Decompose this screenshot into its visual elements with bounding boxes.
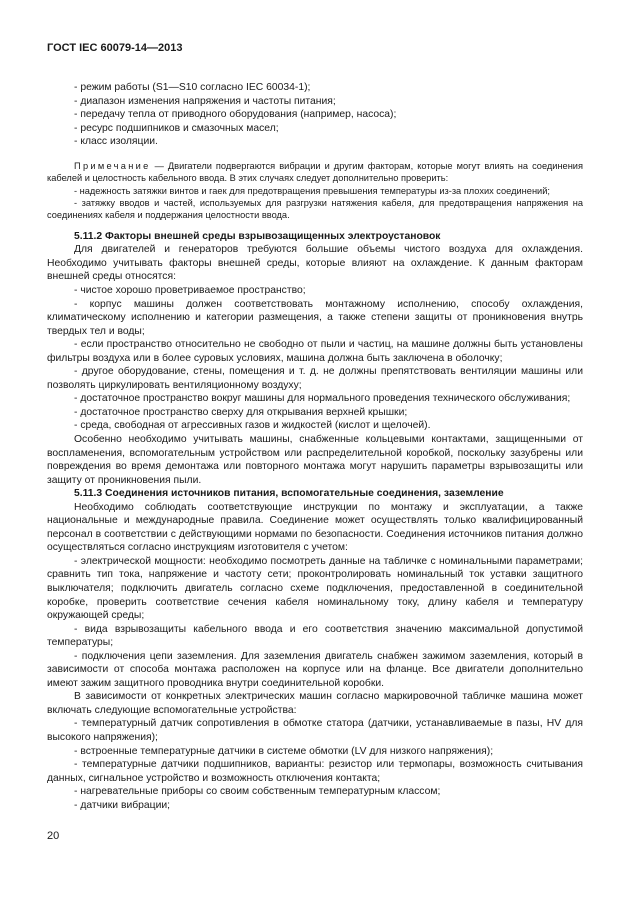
note-text: — Двигатели подвергаются вибрации и другим факторам, которые могут влиять на соединения кабелей и целостность кабельного ввода. В этих случаях следует дополнительно проверить: [47,160,583,184]
list-item: - диапазон изменения напряжения и частоты питания; [74,95,336,107]
list-item: - температурный датчик сопротивления в обмотке статора (датчики, устанавливаемые в пазы, HV для высокого напряжения); [47,718,583,743]
list-item: - режим работы (S1—S10 согласно IEC 60034-1); [74,82,311,93]
list-item: - другое оборудование, стены, помещения и т. д. не должны препятствовать вентиляции машины или позволять циркулировать вентиляционному воздуху; [47,366,583,391]
list-item: - достаточное пространство сверху для открывания верхней крышки; [74,406,408,418]
paragraph: Необходимо соблюдать соответствующие инструкции по монтажу и эксплуатации, а также национальные и международные правила. Соединение может осуществлять только квалифицированный персонал в соответствии с действующими нормами по безопасности. Соединения источников питания должно осуществляться согласно инструкциям изготовителя с учетом: [47,501,583,554]
list-item: - встроенные температурные датчики в системе обмотки (LV для низкого напряжения); [74,745,494,757]
note-item: - надежность затяжки винтов и гаек для предотвращения превышения температуры из-за плохих соединений; [74,185,550,196]
paragraph: Для двигателей и генераторов требуются большие объемы чистого воздуха для охлаждения. Необходимо учитывать факторы внешней среды, которые влияют на охлаждение. К данным факторам внешней среды относятся: [47,244,583,283]
list-item: - среда, свободная от агрессивных газов и жидкостей (кислот и щелочей). [74,420,431,432]
list-item: - нагревательные приборы со своим собственным температурным классом; [74,786,441,798]
list-item: - вида взрывозащиты кабельного ввода и его соответствия значению максимальной допустимой температуры; [47,623,583,649]
paragraph: В зависимости от конкретных электрических машин согласно маркировочной табличке машина может включать следующие вспомогательные устройства: [47,691,583,716]
page-content [47,81,583,812]
section-heading: 5.11.2 Факторы внешней среды взрывозащищенных электроустановок [74,230,441,242]
list-item: - класс изоляции. [74,136,158,148]
list-item: - датчики вибрации; [74,799,171,811]
list-item: - если пространство относительно не свободно от пыли и частиц, на машине должны быть установлены фильтры воздуха или в более суровых условиях, машина должна быть заключена в оболочку; [47,339,583,364]
list-item: - ресурс подшипников и смазочных масел; [74,122,279,134]
paragraph: Особенно необходимо учитывать машины, снабженные кольцевыми контактами, защищенными от воспламенения, вспомогательным устройством или распределительной коробкой, поскольку зазубрены или повреждения во время демонтажа или повторного монтажа могут нарушить параметры взрывозащиты или защиту от проникновения пыли. [47,433,583,486]
note-label: Примечание [74,160,151,171]
list-item: - передачу тепла от приводного оборудования (например, насоса); [74,109,397,121]
page-number: 20 [47,830,60,842]
list-item: - подключения цепи заземления. Для заземления двигатель снабжен зажимом заземления, который в зависимости от способа монтажа расположен на корпусе или на фланце. Все двигатели дополнительно имеют зажим защитного проводника внутри соединительной коробки. [47,650,583,689]
note-item: - затяжку вводов и частей, используемых для разгрузки натяжения кабеля, для предотвращения напряжения на соединениях кабеля и поддержания целостности ввода. [47,197,583,221]
note-paragraph [47,160,583,185]
list-item: - корпус машины должен соответствовать монтажному исполнению, способу охлаждения, климатическому исполнению и категории размещения, а также степени защиты от проникновения внутрь твердых тел и воды; [47,298,583,337]
list-item: - электрической мощности: необходимо посмотреть данные на табличке с номинальными параметрами; сравнить тип тока, напряжение и частоту сети; проконтролировать номинальный ток уставки защитного выключателя; подключить двигатель согласно схеме подключения, предоставленной в соединительной коробке, проверить соответствие сечения кабеля номинальному току, длину кабеля и температуру окружающей среды; [47,555,583,622]
page-header: ГОСТ IEC 60079-14—2013 [47,42,183,54]
section-heading: 5.11.3 Соединения источников питания, вспомогательные соединения, заземление [74,488,504,500]
list-item: - чистое хорошо проветриваемое пространство; [74,284,306,296]
list-item: - температурные датчики подшипников, варианты: резистор или термопары, возможность считывания данных, сигнальное устройство и возможность отключения контакта; [47,759,583,784]
list-item: - достаточное пространство вокруг машины для нормального проведения технического обслуживания; [74,393,571,405]
